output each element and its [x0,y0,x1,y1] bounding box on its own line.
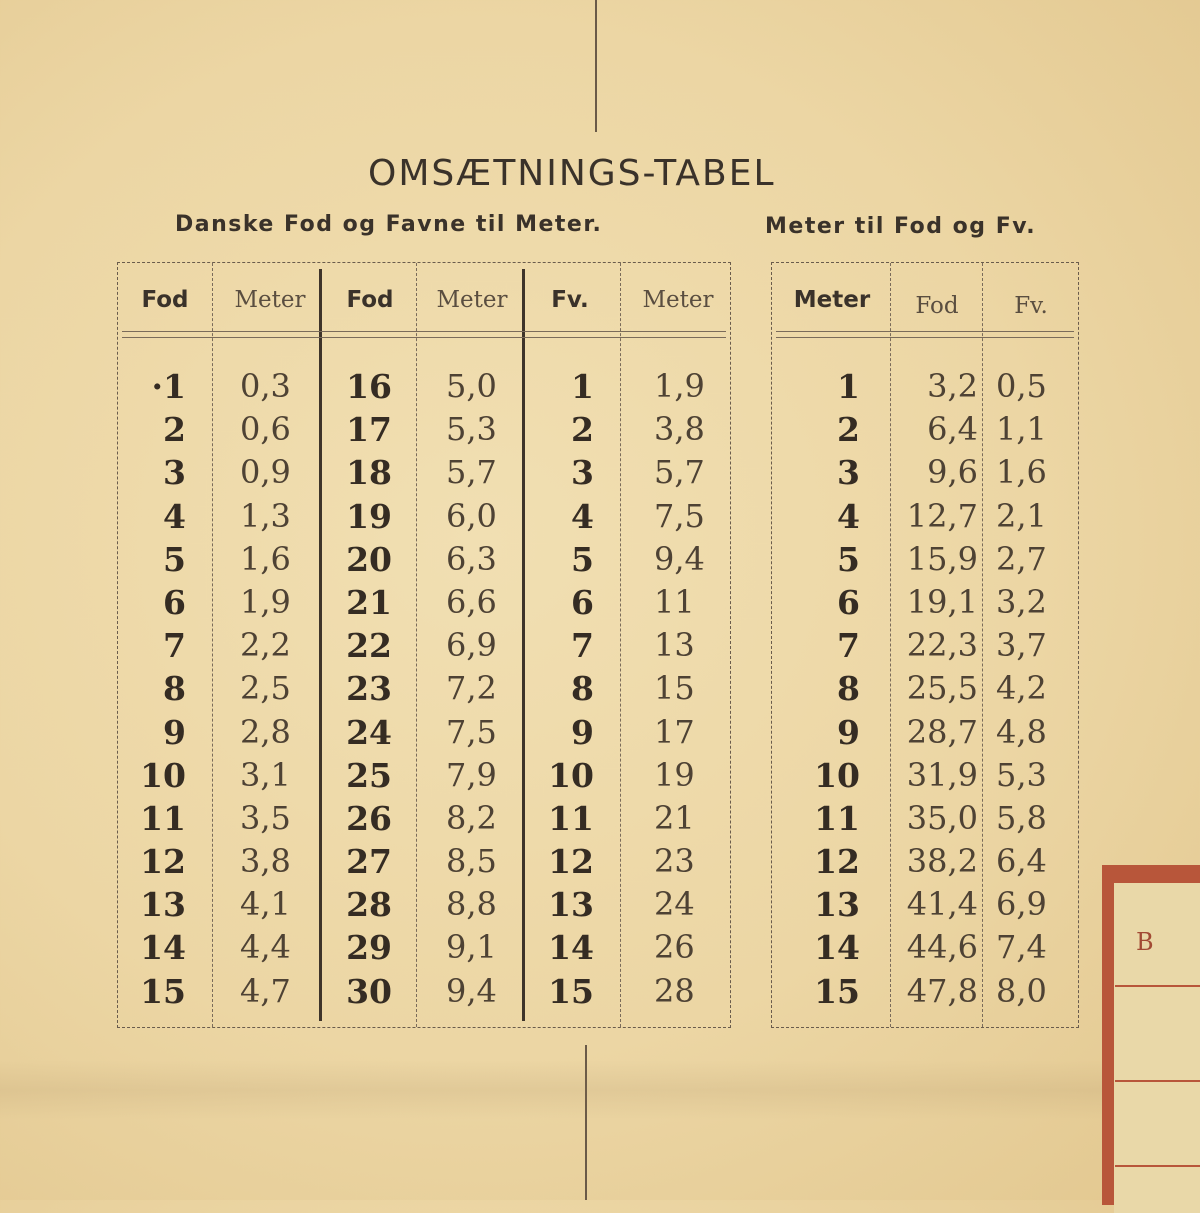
cell-meter: 23 [654,842,695,881]
column-fv [996,365,1068,1013]
cell-fv: 15 [548,971,594,1011]
cell-meter: 0,6 [240,410,291,449]
cell-meter: 17 [654,712,695,751]
cell-meter: 1,6 [240,539,291,578]
cell-fv: 11 [548,798,594,838]
cell-meter: 2,2 [240,626,291,665]
cell-meter: 3,8 [654,410,705,449]
cell-fod: 23 [346,669,392,709]
column-fod-16-30 [334,365,392,1013]
cell-fv: 0,5 [996,367,1047,405]
cell-fod: 20 [346,539,392,579]
cell-fv: 6,9 [996,885,1047,924]
column-divider [212,263,213,1027]
cell-meter: 7 [837,626,860,666]
cell-fv: 5,3 [996,755,1047,794]
cell-meter: 5,7 [446,453,497,492]
cell-meter: 3,1 [240,755,291,794]
cell-fod: 10 [140,755,186,795]
cell-meter: 0,9 [240,453,291,492]
cell-fod: 27 [346,842,392,882]
header-meter: Meter [436,287,508,313]
cell-fv: 2,7 [996,539,1047,578]
cell-meter: 7,2 [446,669,497,708]
cell-fod: 7 [163,626,186,666]
header-fv: Fv. [1014,293,1048,319]
cell-meter: 28 [654,971,695,1010]
cell-meter: 3,8 [240,842,291,881]
cell-fod: 28 [346,885,392,925]
cell-fv: 5 [571,539,594,579]
cell-fv: 8 [571,669,594,709]
cell-fv: 12 [548,842,594,882]
column-divider [416,263,417,1027]
column-fv-meter [654,365,726,1013]
cell-meter: 13 [654,626,695,665]
cell-meter: 12 [814,842,860,882]
header-rule [776,331,1074,338]
ticket-letter: B [1136,928,1154,956]
cell-meter: 9,4 [654,539,705,578]
cell-meter: 0,3 [240,367,291,405]
cell-meter: 6,0 [446,496,497,535]
cell-meter: 19 [654,755,695,794]
cell-meter: 5,0 [446,367,497,405]
cell-fod: 31,9 [906,755,978,794]
cell-meter: 26 [654,928,695,967]
cell-fod: 38,2 [906,842,978,881]
cell-fv: 7,4 [996,928,1047,967]
cell-fod: 6 [163,582,186,622]
header-fv: Fv. [551,287,589,313]
cell-fv: 6 [571,582,594,622]
cell-fod: ·1 [151,367,186,406]
cell-fv: 2 [571,410,594,450]
cell-meter: 21 [654,798,695,837]
cell-fod: 28,7 [906,712,978,751]
subtitle-feet-to-meters: Danske Fod og Favne til Meter. [175,212,603,237]
cell-fod: 4 [163,496,186,536]
cell-fod: 25 [346,755,392,795]
cell-meter: 5,3 [446,410,497,449]
cell-fv: 1,6 [996,453,1047,492]
cell-meter: 1,3 [240,496,291,535]
ticket-rule [1115,1080,1200,1082]
cell-fod: 5 [163,539,186,579]
column-meter-1-15 [240,365,312,1013]
cell-meter: 15 [814,971,860,1011]
column-divider [620,263,621,1027]
ticket-rule [1115,1165,1200,1167]
column-divider-heavy [522,269,525,1021]
cell-meter: 8 [837,669,860,709]
cell-fv: 3,7 [996,626,1047,665]
cell-fod: 3,2 [927,367,978,405]
cell-meter: 5,7 [654,453,705,492]
cell-meter: 3 [837,453,860,493]
cell-meter: 4,4 [240,928,291,967]
cell-meter: 11 [814,798,860,838]
cell-fod: 19,1 [906,582,978,621]
cell-fod: 30 [346,971,392,1011]
header-fod: Fod [346,287,394,313]
cell-fod: 3 [163,453,186,493]
cell-meter: 2 [837,410,860,450]
column-divider [890,263,891,1027]
cell-fod: 14 [140,928,186,968]
cell-fod: 15,9 [906,539,978,578]
cell-fv: 9 [571,712,594,752]
red-ticket-corner [1102,865,1200,1205]
header-fod: Fod [141,287,189,313]
table-meters-to-feet-fathoms [771,262,1079,1028]
cell-fod: 13 [140,885,186,925]
cell-fod: 15 [140,971,186,1011]
cell-fod: 35,0 [906,798,978,837]
cell-fod: 6,4 [927,410,978,449]
cell-fv: 3 [571,453,594,493]
cell-fv: 8,0 [996,971,1047,1010]
cell-fod: 22 [346,626,392,666]
cell-fod: 47,8 [906,971,978,1010]
header-rule [122,331,726,338]
column-fod-1-15 [122,365,186,1013]
cell-meter: 8,8 [446,885,497,924]
cell-meter: 14 [814,928,860,968]
cell-meter: 2,8 [240,712,291,751]
cell-fod: 9,6 [927,453,978,492]
cell-meter: 6,9 [446,626,497,665]
subtitle-meters-to-feet: Meter til Fod og Fv. [765,214,1037,239]
cell-meter: 9,4 [446,971,497,1010]
cell-fod: 21 [346,582,392,622]
table-feet-fathoms-to-meters [117,262,731,1028]
cell-meter: 2,5 [240,669,291,708]
column-fod [898,365,978,1013]
cell-meter: 6 [837,582,860,622]
header-meter: Meter [642,287,714,313]
cell-meter: 6,6 [446,582,497,621]
cell-fod: 25,5 [906,669,978,708]
cell-fod: 16 [346,367,392,406]
cell-fod: 19 [346,496,392,536]
cell-fod: 41,4 [906,885,978,924]
cell-meter: 3,5 [240,798,291,837]
cell-meter: 4,1 [240,885,291,924]
cell-fv: 4 [571,496,594,536]
cell-fv: 7 [571,626,594,666]
cell-fv: 4,2 [996,669,1047,708]
header-meter: Meter [793,287,871,313]
cell-meter: 6,3 [446,539,497,578]
cell-fv: 6,4 [996,842,1047,881]
column-divider [982,263,983,1027]
column-meter-16-30 [446,365,518,1013]
cell-fv: 13 [548,885,594,925]
column-divider-heavy [319,269,322,1021]
cell-meter: 9 [837,712,860,752]
cell-meter: 10 [814,755,860,795]
cell-fod: 8 [163,669,186,709]
cell-fod: 22,3 [906,626,978,665]
cell-fod: 17 [346,410,392,450]
page-title: OMSÆTNINGS-TABEL [368,153,776,194]
cell-meter: 1 [837,367,860,406]
header-meter: Meter [234,287,306,313]
cell-fod: 2 [163,410,186,450]
cell-fod: 9 [163,712,186,752]
cell-fod: 44,6 [906,928,978,967]
cell-meter: 5 [837,539,860,579]
cell-meter: 24 [654,885,695,924]
cell-fv: 1,1 [996,410,1047,449]
column-fv [534,365,594,1013]
cell-meter: 15 [654,669,695,708]
cell-fv: 1 [571,367,594,406]
cell-fod: 12,7 [906,496,978,535]
cell-fod: 24 [346,712,392,752]
ticket-rule [1115,985,1200,987]
cell-meter: 8,2 [446,798,497,837]
cell-fod: 12 [140,842,186,882]
column-meter [802,365,860,1013]
cell-fv: 4,8 [996,712,1047,751]
paper-crease-top [595,0,597,132]
cell-meter: 4,7 [240,971,291,1010]
cell-fv: 2,1 [996,496,1047,535]
cell-meter: 7,9 [446,755,497,794]
cell-meter: 11 [654,582,695,621]
cell-meter: 9,1 [446,928,497,967]
cell-meter: 1,9 [654,367,705,405]
header-fod: Fod [915,293,959,319]
cell-meter: 7,5 [446,712,497,751]
cell-fv: 10 [548,755,594,795]
cell-meter: 13 [814,885,860,925]
cell-meter: 4 [837,496,860,536]
cell-meter: 8,5 [446,842,497,881]
cell-fod: 11 [140,798,186,838]
cell-fod: 18 [346,453,392,493]
cell-fv: 3,2 [996,582,1047,621]
cell-fod: 29 [346,928,392,968]
cell-meter: 1,9 [240,582,291,621]
cell-fv: 14 [548,928,594,968]
cell-fv: 5,8 [996,798,1047,837]
cell-meter: 7,5 [654,496,705,535]
paper-fold [0,1060,1200,1120]
cell-fod: 26 [346,798,392,838]
ticket-paper [1114,883,1200,1213]
